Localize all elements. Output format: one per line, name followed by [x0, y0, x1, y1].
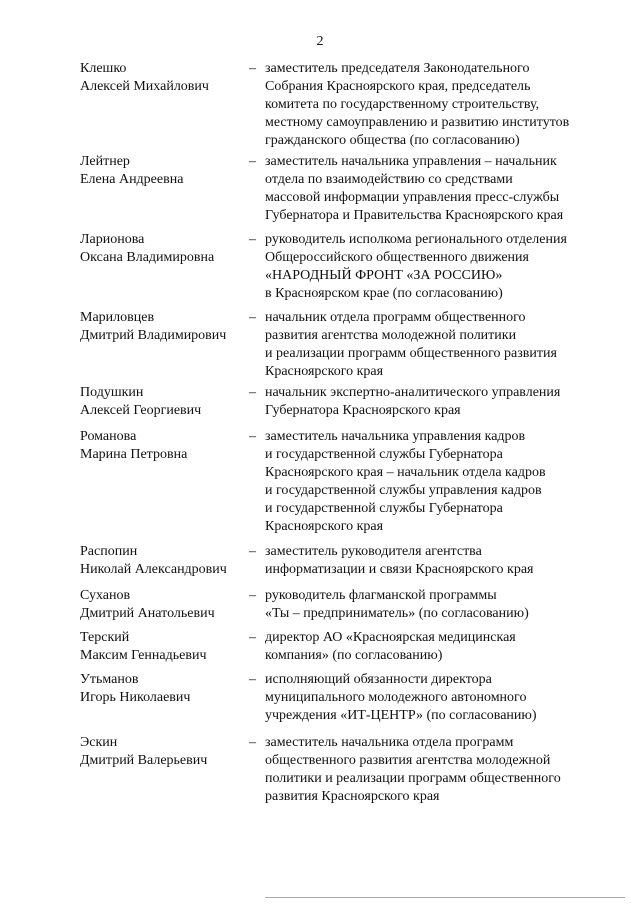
role-line: руководитель флагманской программы: [265, 588, 497, 603]
role-line: развития агентства молодежной политики: [265, 328, 517, 343]
role-line: и государственной службы управления кадров: [265, 483, 542, 498]
dash: –: [249, 154, 256, 169]
role-line: учреждения «ИТ-ЦЕНТР» (по согласованию): [265, 708, 537, 723]
role-line: заместитель руководителя агентства: [265, 544, 482, 559]
dash: –: [249, 61, 256, 76]
role-line: муниципального молодежного автономного: [265, 690, 527, 705]
role-line: гражданского общества (по согласованию): [265, 133, 520, 148]
given-name: Дмитрий Владимирович: [80, 328, 227, 343]
surname: Лейтнер: [80, 154, 130, 169]
role-line: исполняющий обязанности директора: [265, 672, 492, 687]
role-line: и государственной службы Губернатора: [265, 501, 503, 516]
dash: –: [249, 310, 256, 325]
given-name: Дмитрий Валерьевич: [80, 753, 208, 768]
role-line: Красноярского края – начальник отдела кадров: [265, 465, 546, 480]
role-line: начальник отдела программ общественного: [265, 310, 526, 325]
dash: –: [249, 588, 256, 603]
given-name: Николай Александрович: [80, 562, 227, 577]
role-line: в Красноярском крае (по согласованию): [265, 286, 503, 301]
role-line: информатизации и связи Красноярского края: [265, 562, 534, 577]
role-line: руководитель исполкома регионального отделения: [265, 232, 567, 247]
person-name: [80, 428, 248, 464]
person-name: [80, 153, 248, 189]
role-line: Собрания Красноярского края, председатель: [265, 79, 531, 94]
role-line: Красноярского края: [265, 519, 384, 534]
person-name: [80, 60, 248, 96]
position-description: [265, 671, 625, 725]
role-line: комитета по государственному строительству,: [265, 97, 540, 112]
role-line: Губернатора и Правительства Красноярского края: [265, 208, 564, 223]
person-name: [80, 543, 248, 579]
dash: –: [249, 429, 256, 444]
role-line: развития Красноярского края: [265, 789, 440, 804]
role-line: «Ты – предприниматель» (по согласованию): [265, 606, 529, 621]
role-line: «НАРОДНЫЙ ФРОНТ «ЗА РОССИЮ»: [265, 268, 503, 283]
person-name: [80, 231, 248, 267]
person-name: [80, 734, 248, 770]
role-line: заместитель начальника управления кадров: [265, 429, 526, 444]
role-line: политики и реализации программ общественного: [265, 771, 561, 786]
person-name: [80, 587, 248, 623]
surname: Терский: [80, 630, 130, 645]
role-line: Губернатора Красноярского края: [265, 403, 461, 418]
given-name: Дмитрий Анатольевич: [80, 606, 215, 621]
position-description: [265, 428, 625, 536]
position-description: [265, 153, 625, 225]
given-name: Алексей Георгиевич: [80, 403, 202, 418]
surname: Ларионова: [80, 232, 145, 247]
position-description: [265, 629, 625, 665]
role-line: местному самоуправлению и развитию институтов: [265, 115, 570, 130]
surname: Распопин: [80, 544, 138, 559]
role-line: заместитель председателя Законодательного: [265, 61, 530, 76]
position-description: [265, 543, 625, 579]
surname: Эскин: [80, 735, 118, 750]
dash: –: [249, 385, 256, 400]
person-name: [80, 671, 248, 707]
role-line: начальник экспертно-аналитического управления: [265, 385, 561, 400]
footer-divider: [265, 897, 625, 898]
position-description: [265, 734, 625, 806]
role-line: компания» (по согласованию): [265, 648, 443, 663]
dash: –: [249, 544, 256, 559]
given-name: Оксана Владимировна: [80, 250, 215, 265]
surname: Утьманов: [80, 672, 139, 687]
position-description: [265, 309, 625, 381]
position-description: [265, 587, 625, 623]
surname: Клешко: [80, 61, 127, 76]
given-name: Алексей Михайлович: [80, 79, 209, 94]
person-name: [80, 629, 248, 665]
page-number: 2: [316, 34, 324, 49]
role-line: и реализации программ общественного развития: [265, 346, 557, 361]
position-description: [265, 384, 625, 420]
role-line: заместитель начальника управления – начальник: [265, 154, 557, 169]
given-name: Максим Геннадьевич: [80, 648, 207, 663]
surname: Подушкин: [80, 385, 144, 400]
role-line: заместитель начальника отдела программ: [265, 735, 514, 750]
given-name: Елена Андреевна: [80, 172, 184, 187]
role-line: Красноярского края: [265, 364, 384, 379]
role-line: общественного развития агентства молодежной: [265, 753, 551, 768]
given-name: Игорь Николаевич: [80, 690, 191, 705]
dash: –: [249, 232, 256, 247]
surname: Романова: [80, 429, 137, 444]
role-line: Общероссийского общественного движения: [265, 250, 529, 265]
given-name: Марина Петровна: [80, 447, 188, 462]
surname: Суханов: [80, 588, 131, 603]
surname: Мариловцев: [80, 310, 155, 325]
role-line: отдела по взаимодействию со средствами: [265, 172, 513, 187]
dash: –: [249, 630, 256, 645]
role-line: директор АО «Красноярская медицинская: [265, 630, 516, 645]
dash: –: [249, 672, 256, 687]
dash: –: [249, 735, 256, 750]
role-line: массовой информации управления пресс-службы: [265, 190, 560, 205]
role-line: и государственной службы Губернатора: [265, 447, 503, 462]
person-name: [80, 309, 248, 345]
person-name: [80, 384, 248, 420]
position-description: [265, 231, 625, 303]
position-description: [265, 60, 625, 150]
